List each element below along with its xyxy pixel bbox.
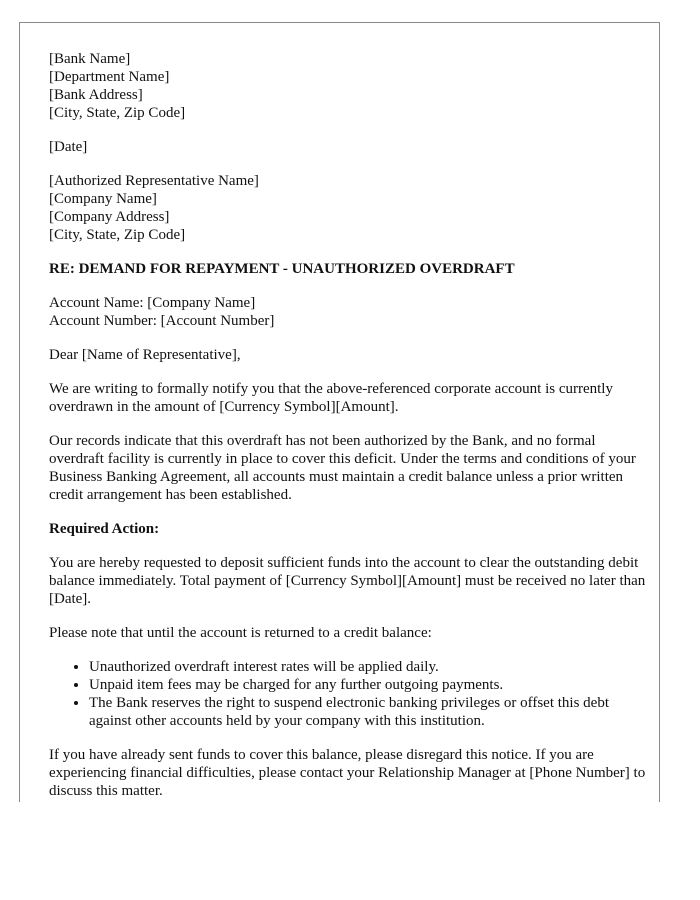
salutation: Dear [Name of Representative], [49,347,241,363]
representative-name: [Authorized Representative Name] [49,173,259,189]
company-address: [Company Address] [49,209,170,225]
date-text: [Date] [49,139,88,155]
sender-address [49,50,649,122]
list-item: • Unpaid item fees may be charged for any further outgoing payments. [89,676,649,694]
recipient-address [49,172,649,244]
closing-paragraph: If you have already sent funds to cover this balance, please disregard this notice. If you are experiencing financial difficulties, please contact your Relationship Manager at [Phone Number] to discuss this matter. [49,747,646,799]
bank-address: [Bank Address] [49,87,143,103]
department-name: [Department Name] [49,69,170,85]
account-name: Account Name: [Company Name] [49,295,256,311]
required-action-heading: Required Action: [49,521,160,537]
recipient-city-state-zip: [City, State, Zip Code] [49,227,186,243]
letter-date [49,138,649,156]
account-details [49,294,649,330]
list-item: • The Bank reserves the right to suspend electronic banking privileges or offset this debt against other accounts held by your company with this institution. [89,694,649,730]
records-paragraph: Our records indicate that this overdraft has not been authorized by the Bank, and no formal overdraft facility is currently in place to cover this deficit. Under the terms and conditions of your Business Banking Agreement, all accounts must maintain a credit balance unless a prior written credit arrangement has been established. [49,433,636,503]
letter-page [19,22,660,802]
note-intro-paragraph: Please note that until the account is returned to a credit balance: [49,625,432,641]
account-number: Account Number: [Account Number] [49,313,275,329]
bank-city-state-zip: [City, State, Zip Code] [49,105,186,121]
notice-paragraph: We are writing to formally notify you that the above-referenced corporate account is currently overdrawn in the amount of [Currency Symbol][Amount]. [49,381,613,415]
subject-line: RE: DEMAND FOR REPAYMENT - UNAUTHORIZED OVERDRAFT [49,261,515,277]
request-paragraph: You are hereby requested to deposit sufficient funds into the account to clear the outstanding debit balance immediately. Total payment of [Currency Symbol][Amount] must be received no later than [Date]. [49,555,646,607]
bank-name: [Bank Name] [49,51,131,67]
company-name: [Company Name] [49,191,157,207]
letter-body [49,50,649,802]
list-item: • Unauthorized overdraft interest rates will be applied daily. [89,658,649,676]
consequences-list [49,658,649,730]
